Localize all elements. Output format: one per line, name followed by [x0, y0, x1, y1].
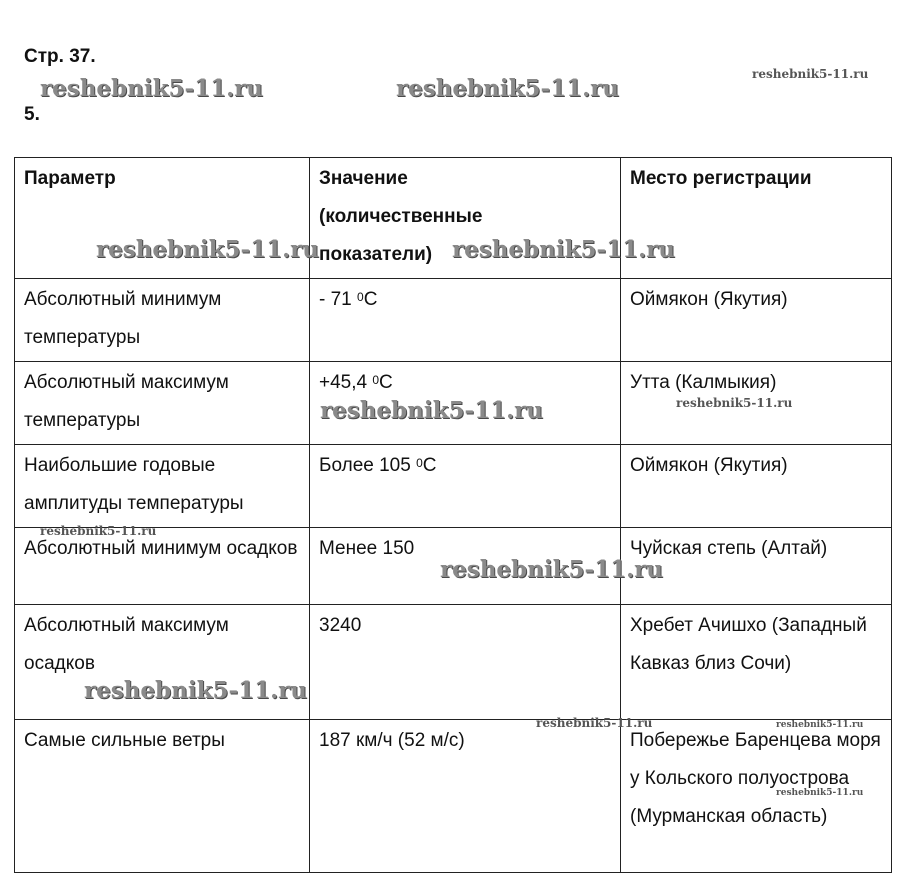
cell-param: Абсолютный максимум температуры	[15, 362, 310, 445]
value-degree: 0	[372, 373, 380, 387]
table-row	[15, 362, 892, 445]
cell-place: Побережье Баренцева моря у Кольского полуострова (Мурманская область)	[621, 720, 892, 873]
cell-place: Оймякон (Якутия)	[621, 279, 892, 362]
watermark: reshebnik5-11.ru	[752, 67, 869, 81]
value-number: +45,4	[319, 372, 368, 393]
watermark: reshebnik5-11.ru	[320, 397, 543, 424]
watermark: reshebnik5-11.ru	[676, 396, 793, 410]
header-value: Значение (количественные показатели)	[310, 158, 621, 279]
table-row	[15, 445, 892, 528]
table-row	[15, 605, 892, 720]
cell-place: Утта (Калмыкия)	[621, 362, 892, 445]
cell-place: Чуйская степь (Алтай)	[621, 528, 892, 605]
cell-place: Хребет Ачишхо (Западный Кавказ близ Сочи)	[621, 605, 892, 720]
cell-value: Менее 150	[310, 528, 621, 605]
watermark: reshebnik5-11.ru	[40, 75, 263, 102]
task-number: 5.	[24, 104, 40, 125]
value-unit: С	[422, 455, 437, 476]
cell-place: Оймякон (Якутия)	[621, 445, 892, 528]
watermark: reshebnik5-11.ru	[776, 788, 864, 798]
cell-param: Абсолютный минимум температуры	[15, 279, 310, 362]
cell-param: Абсолютный минимум осадков	[15, 528, 310, 605]
value-degree: 0	[416, 456, 423, 470]
value-number: Более 105	[319, 455, 411, 476]
watermark: reshebnik5-11.ru	[396, 75, 619, 102]
watermark: reshebnik5-11.ru	[440, 556, 663, 583]
cell-param: Наибольшие годовые амплитуды температуры	[15, 445, 310, 528]
value-number: - 71	[319, 289, 352, 310]
cell-value	[310, 362, 621, 445]
table-row	[15, 720, 892, 873]
cell-value	[310, 445, 621, 528]
header-place: Место регистрации	[621, 158, 892, 279]
climate-records-table	[14, 157, 892, 873]
watermark: reshebnik5-11.ru	[84, 677, 307, 704]
cell-value	[310, 279, 621, 362]
cell-value: 3240	[310, 605, 621, 720]
header-param: Параметр	[15, 158, 310, 279]
table-row	[15, 528, 892, 605]
cell-value: 187 км/ч (52 м/с)	[310, 720, 621, 873]
watermark: reshebnik5-11.ru	[536, 716, 653, 730]
watermark: reshebnik5-11.ru	[452, 236, 675, 263]
table-row	[15, 279, 892, 362]
cell-param: Самые сильные ветры	[15, 720, 310, 873]
page-number: Стр. 37.	[24, 46, 96, 67]
cell-param: Абсолютный максимум осадков	[15, 605, 310, 720]
value-unit: С	[379, 372, 393, 393]
table-header-row	[15, 158, 892, 279]
value-degree: 0	[357, 290, 364, 304]
watermark: reshebnik5-11.ru	[96, 236, 319, 263]
watermark: reshebnik5-11.ru	[40, 524, 157, 538]
watermark: reshebnik5-11.ru	[776, 720, 864, 730]
value-unit: С	[363, 289, 378, 310]
